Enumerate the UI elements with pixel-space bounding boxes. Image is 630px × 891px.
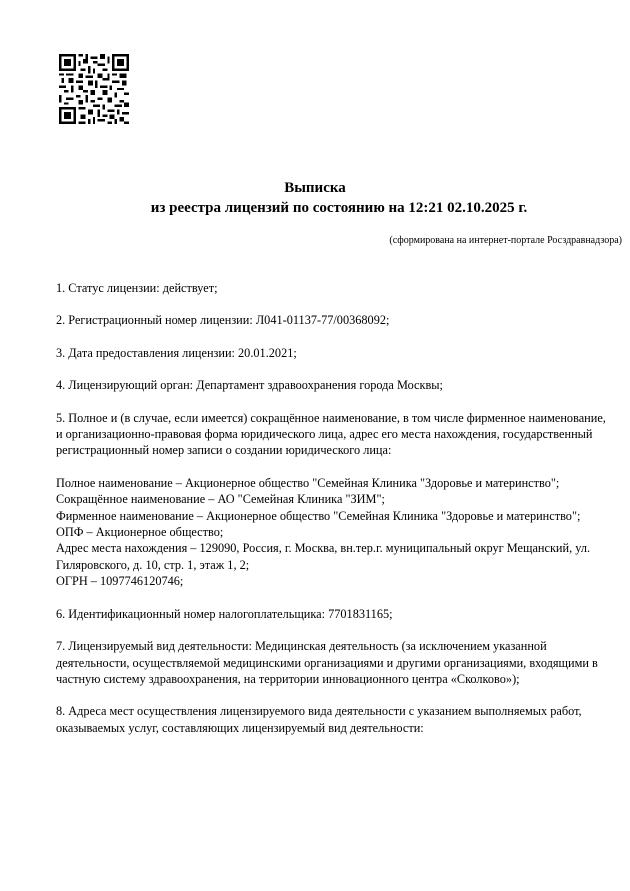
item-activity-addresses: 8. Адреса мест осуществления лицензируемого вида деятельности с указанием выполняемых работ, оказываемых услуг, составляющих лицензируемый вид деятельности: [56, 704, 582, 735]
item-license-status: 1. Статус лицензии: действует; [56, 281, 218, 295]
entity-brand-name: Фирменное наименование – Акционерное общество "Семейная Клиника "Здоровье и материнство"; [56, 508, 581, 523]
item-registration-number: 2. Регистрационный номер лицензии: Л041-01137-77/00368092; [56, 313, 390, 328]
document-subtitle: из реестра лицензий по состоянию на 12:21 02.10.2025 г. [150, 200, 528, 216]
item-licensing-authority: 4. Лицензирующий орган: Департамент здравоохранения города Москвы; [56, 378, 443, 393]
source-note: (сформирована на интернет-портале Росздравнадзора) [389, 235, 622, 246]
entity-legal-form: ОПФ – Акционерное общество; [56, 525, 224, 540]
item-activity-type: 7. Лицензируемый вид деятельности: Медицинская деятельность (за исключением указанной деятельности, осуществляемой медицинскими организациями и другими организациями, входящими в частную систему здравоохранения, на территории инновационного центра «Сколково»); [56, 639, 598, 686]
document-body [56, 280, 611, 752]
document-title: Выписка [284, 180, 346, 196]
entity-short-name: Сокращённое наименование – АО "Семейная Клиника "ЗИМ"; [56, 492, 385, 507]
item-tax-id: 6. Идентификационный номер налогоплательщика: 7701831165; [56, 606, 393, 621]
entity-ogrn: ОГРН – 1097746120746; [56, 574, 184, 589]
entity-address: Адрес места нахождения – 129090, Россия, г. Москва, вн.тер.г. муниципальный округ Мещанский, ул. Гиляровского, д. 10, стр. 1, этаж 1, 2; [56, 541, 591, 572]
qr-code-icon [59, 54, 129, 124]
item-entity-names-heading: 5. Полное и (в случае, если имеется) сокращённое наименование, в том числе фирменное наименование, и организационно-правовая форма юридического лица, адрес его места нахождения, государственный регистрационный номер записи о создании юридического лица: [56, 410, 606, 458]
entity-details [56, 475, 611, 590]
item-issue-date: 3. Дата предоставления лицензии: 20.01.2021; [56, 345, 297, 360]
entity-full-name: Полное наименование – Акционерное общество "Семейная Клиника "Здоровье и материнство"; [56, 475, 560, 490]
